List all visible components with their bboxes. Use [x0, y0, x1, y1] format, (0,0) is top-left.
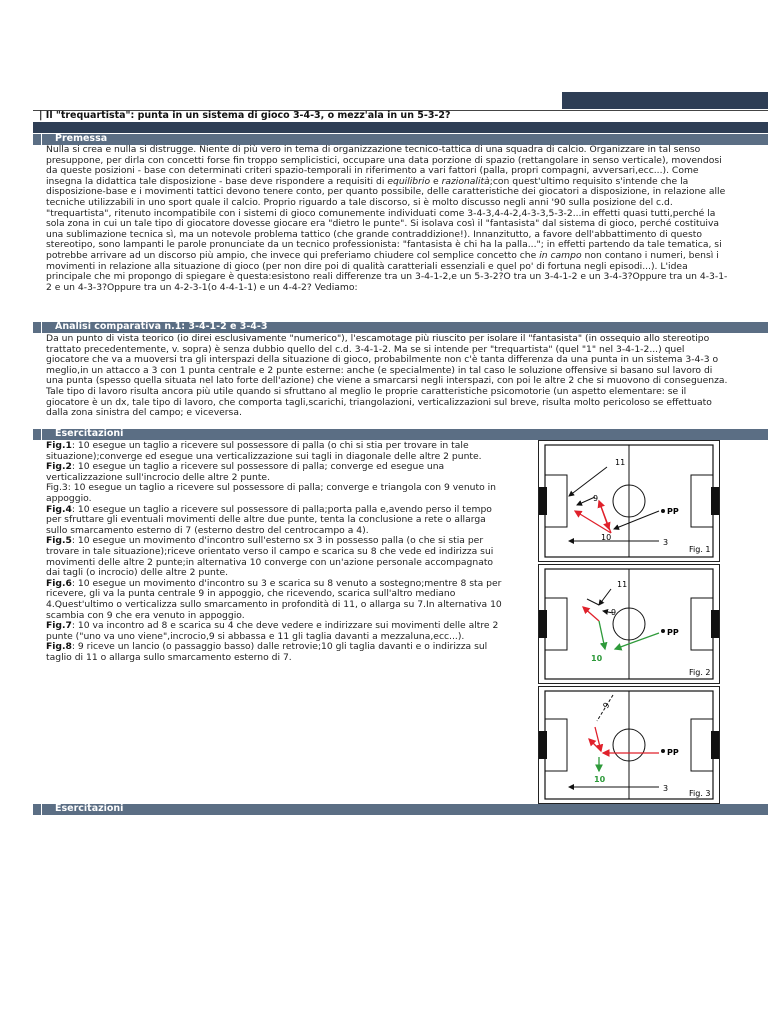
divider-bar [33, 122, 768, 133]
pitch-diagram-2 [539, 565, 719, 683]
pitch-diagram-3 [539, 687, 719, 803]
exercise-text: : 10 esegue un movimento d'incontro su 3 e scarica su 8 venuto a sostegno;mentre 8 sta per ricevere, gli va la punta centrale 9 in appoggio, che ricevendo, scarica sull'altro mediano 4.Quest'ultimo o verticalizza sullo smarcamento in profondità di 11, o allarga su 7.In alternativa 10 scambia con 9 che era venuto in appoggio. [46, 577, 502, 621]
exercise-text: : 10 esegue un taglio a ricevere sul possessore di palla; converge e triangola con 9 venuto in appoggio. [46, 482, 496, 504]
exercise-item [46, 642, 508, 663]
player-9-label: 9 [611, 608, 617, 617]
exercise-text: : 10 esegue un taglio a ricevere sul possessore di palla;porta palla e,avendo perso il tempo per sfruttare gli eventuali movimenti delle altre due punte, tenta la conclusione a rete o allarga sullo smarcamento esterno di 7 (esterno destro del centrocampo a 4). [46, 503, 492, 536]
premessa-text-1: Nulla si crea e nulla si distrugge. Niente di più vero in tema di organizzazione tecnico-tattica di una squadra di calcio. Organizzare in tal senso presuppone, per dirla con concetti forse fin troppo semplicistici, occupare una data porzione di spazio (rettangolare in senso verticale), movendosi da queste posizioni - base con determinati criteri spazio-temporali in riferimento a vari fattori (palla, propri compagni, avversari,ecc...). Come insegna la didattica tale disposizione - base deve rispondere a requisiti di [46, 144, 722, 187]
exercise-item [46, 621, 508, 642]
premessa-text-mid: e [430, 175, 442, 187]
tactical-figure-2 [538, 564, 720, 684]
exercise-label: Fig.1 [46, 440, 72, 451]
header-pipe [41, 322, 42, 333]
exercise-label: Fig.5 [46, 535, 72, 547]
player-11-label: 11 [615, 458, 626, 467]
premessa-text-3: non contano i numeri, bensì i movimenti in relazione alla situazione di gioco (per non dire poi di qualità caratteriali essenziali e quel po' di fortuna negli episodi...). L'idea principale che mi propongo di spiegare è questa:esistono reali differenze tra un 3-4-1-2,e un 5-3-2?O tra un 3-4-1-2 e un 3-4-3?Oppure tra un 4-3-1-2 e un 4-3-3?Oppure tra un 4-2-3-1(o 4-4-1-1) e un 4-4-2? Vediamo: [46, 249, 728, 293]
section-title: Analisi comparativa n.1: 3-4-1-2 e 3-4-3 [55, 321, 268, 332]
premessa-paragraph [46, 145, 730, 293]
header-pipe [41, 429, 42, 440]
exercise-text: : 10 va incontro ad 8 e scarica su 4 che deve vedere e indirizzare sui movimenti delle altre 2 punte ("uno va uno viene",incrocio,9 si abbassa e 11 gli taglia davanti a mezzaluna,ecc...). [46, 620, 499, 642]
header-pipe [41, 134, 42, 145]
analisi-paragraph: Da un punto di vista teorico (io direi esclusivamente "numerico"), l'escamotage più riuscito per isolare il "fantasista" (in ossequio allo stereotipo trattato precedentemente, v. sopra) è senza dubbio quello del c.d. 3-4-1-2. Ma se si intende per "trequartista" (quel "1" nel 3-4-1-2...) quel giocatore che va a muoversi tra gli interspazi della situazione di gioco, probabilmente non c'è tanta differenza da una punta in un sistema 3-4-3 o meglio,in un attacco a 3 con 1 punta centrale e 2 punte esterne: anche (e specialmente) in tal caso le soluzione offensive si basano sul lavoro di una punta (spesso quella situata nel lato forte dell'azione) che viene a smarcarsi negli interspazi, con poi le altre 2 che si muovono di conseguenza. Tale tipo di lavoro risulta ancora più utile quando si sfruttano al meglio le proprie caratteristiche psicomotorie (un aspetto elementare: se il giocatore è un dx, tale tipo di lavoro, che comporta tagli,scarichi, triangolazioni, verticalizzazioni sul breve, risulta molto pericoloso se effettuato dalla zona sinistra del campo; e viceversa. [46, 333, 728, 419]
ball-possessor-label: PP [667, 748, 679, 757]
exercise-text: : 9 riceve un lancio (o passaggio basso) dalle retrovie;10 gli taglia davanti e o indirizza sul taglio di 11 o allarga sullo smarcamento esterno di 7. [46, 641, 488, 663]
exercise-label: Fig.7 [46, 620, 72, 632]
premessa-em-2: razionalità [441, 175, 490, 187]
figure-caption: Fig. 2 [689, 668, 711, 677]
article-title-row [33, 110, 768, 121]
figure-caption: Fig. 3 [689, 789, 711, 798]
article-title: | Il "trequartista": punta in un sistema di gioco 3-4-3, o mezz'ala in un 5-3-2? [39, 110, 451, 121]
section-title: Esercitazioni [55, 803, 124, 814]
header-pipe [41, 804, 42, 815]
section-header-analisi [33, 322, 768, 333]
exercise-item [46, 536, 508, 578]
exercise-label: Fig.4 [46, 503, 72, 515]
exercise-text: : 10 esegue un taglio a ricevere sul possessore di palla; converge ed esegue una verticalizzazione sull'incrocio delle altre 2 punte. [46, 461, 445, 483]
ball-possessor-label: PP [667, 628, 679, 637]
exercise-item [46, 483, 508, 504]
exercise-item [46, 505, 508, 537]
player-3-label: 3 [663, 538, 669, 547]
player-10-label: 10 [601, 533, 612, 542]
exercise-item [46, 579, 508, 621]
section-title: Esercitazioni [55, 428, 124, 439]
top-banner-bar [562, 92, 768, 109]
player-3-label: 3 [663, 784, 669, 793]
tactical-figure-1 [538, 440, 720, 562]
exercise-label: Fig.8 [46, 641, 72, 653]
section-header-esercitazioni [33, 429, 768, 440]
section-header-esercitazioni-2 [33, 804, 768, 815]
ball-possessor-label: PP [667, 507, 679, 516]
section-title: Premessa [55, 133, 108, 144]
article-title-text: Il "trequartista": punta in un sistema di gioco 3-4-3, o mezz'ala in un 5-3-2? [45, 110, 451, 121]
pitch-diagram-1 [539, 441, 719, 561]
player-10-label: 10 [591, 654, 603, 663]
exercise-label: Fig.6 [46, 577, 72, 589]
premessa-text-2: ;con quest'ultimo requisito s'intende che la disposizione-base e i movimenti tattici devono tenere conto, per quanto possibile, delle caratteristiche dei giocatori a disposizione, in relazione alle tecniche utilizzabili in uno sport quale il calcio. Proprio riguardo a tale discorso, si è molto discusso negli anni '90 sulla posizione del c.d. "trequartista", ritenuto incompatibile con i sistemi di gioco comunemente individuati come 3-4-3,4-4-2,4-3-3,5-3-2...in effetti quasi tutti,perché la sola zona in cui un tale tipo di giocatore dovesse giocare era "dietro le punte". Si isolava così il "fantasista" dal sistema di gioco, perché costituiva una sublimazione tecnica sì, ma un notevole problema tattico (che grande contraddizione!). Innanzitutto, a favore dell'abbattimento di questo stereotipo, sono lampanti le parole pronunciate da un tecnico professionista: "fantasista è chi ha la palla..."; in effetti partendo da tale tematica, si potrebbe arrivare ad un discorso più ampio, che invece qui preferiamo chiudere col semplice concetto che [46, 175, 726, 261]
exercise-label: Fig.3 [46, 482, 68, 494]
exercise-label: Fig.2 [46, 461, 72, 473]
player-9-label: 9 [593, 494, 599, 503]
exercise-text: : 10 esegue un movimento d'incontro sull'esterno sx 3 in possesso palla (o che si stia per trovare in tale situazione);riceve orientato verso il campo e scarica su 8 che vede ed indirizza sui movimenti delle altre 2 punte;in alternativa 10 converge con un'azione personale accompagnato dai tagli (o incrocio) delle altre 2 punte. [46, 535, 494, 579]
exercise-item [46, 441, 508, 462]
player-9-label: 9 [601, 700, 612, 711]
exercises-list [46, 441, 508, 663]
exercise-item [46, 462, 508, 483]
player-10-label: 10 [594, 775, 606, 784]
premessa-em-1: equilibrio [387, 175, 431, 187]
premessa-em-3: in campo [539, 249, 582, 261]
figure-caption: Fig. 1 [689, 545, 711, 554]
player-11-label: 11 [617, 580, 628, 589]
tactical-figure-3 [538, 686, 720, 804]
exercise-text: : 10 esegue un taglio a ricevere sul possessore di palla (o chi si stia per trovare in tale situazione);converge ed esegue una verticalizzazione sui tagli in diagonale delle altre 2 punte. [46, 440, 482, 462]
